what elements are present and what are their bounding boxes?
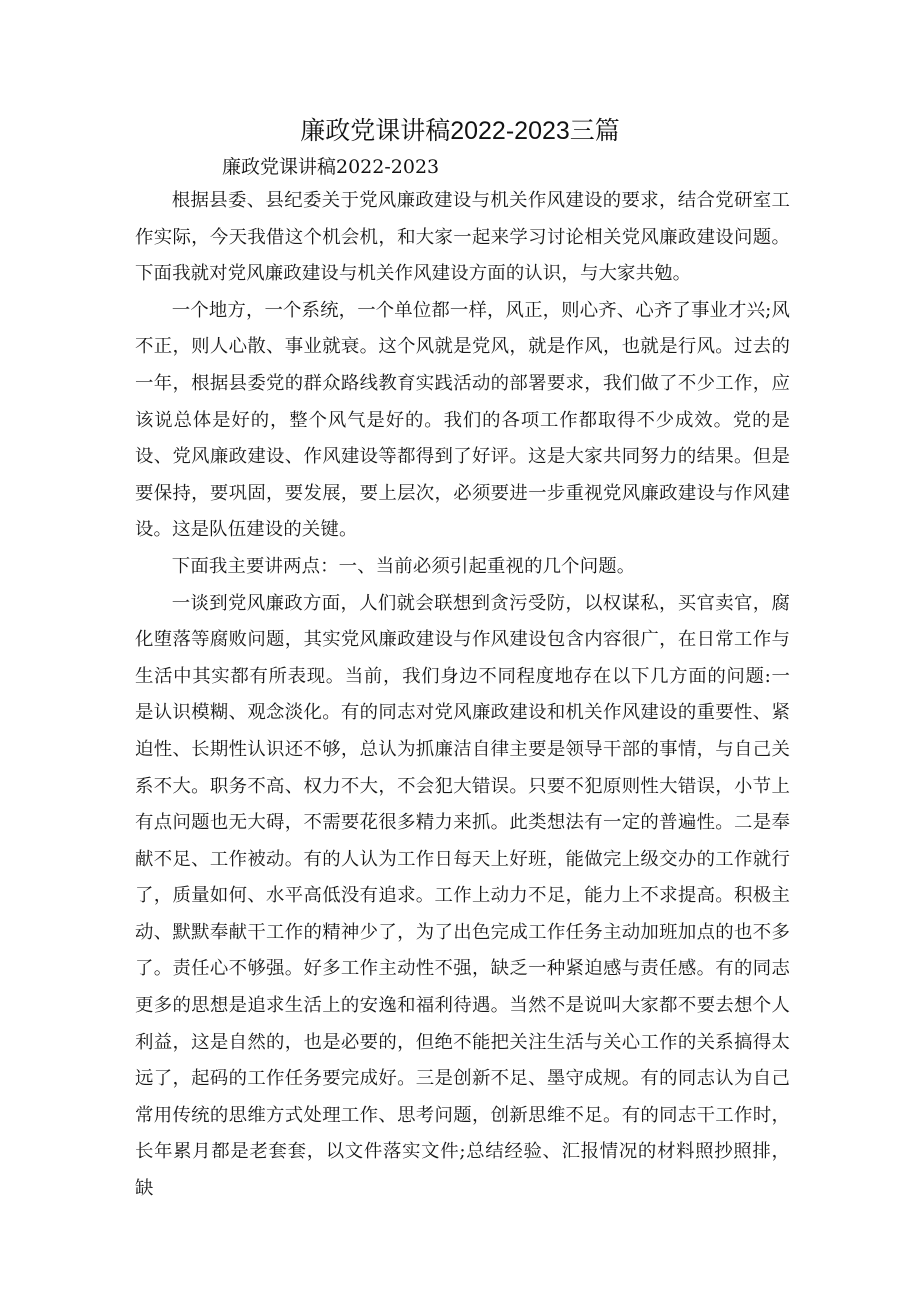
document-title: 廉政党课讲稿2022-2023三篇 (300, 117, 620, 145)
paragraph: 一谈到党风廉政方面，人们就会联想到贪污受防，以权谋私，买官卖官，腐化堕落等腐败问题，其实党风廉政建设与作风建设包含内容很广，在日常工作与生活中其实都有所表现。当前，我们身边不同程度地存在以下几方面的问题:一是认识模糊、观念淡化。有的同志对党风廉政建设和机关作风建设的重要性、紧迫性、长期性认识还不够，总认为抓廉洁自律主要是领导干部的事情，与自己关系不大。职务不高、权力不大，不会犯大错误。只要不犯原则性大错误，小节上有点问题也无大碍，不需要花很多精力来抓。此类想法有一定的普遍性。二是奉献不足、工作被动。有的人认为工作日每天上好班，能做完上级交办的工作就行了，质量如何、水平高低没有追求。工作上动力不足，能力上不求提高。积极主动、默默奉献干工作的精神少了，为了出色完成工作任务主动加班加点的也不多了。责任心不够强。好多工作主动性不强，缺乏一种紧迫感与责任感。有的同志更多的思想是追求生活上的安逸和福利待遇。当然不是说叫大家都不要去想个人利益，这是自然的，也是必要的，但绝不能把关注生活与关心工作的关系搞得太远了，起码的工作任务要完成好。三是创新不足、墨守成规。有的同志认为自己常用传统的思维方式处理工作、思考问题，创新思维不足。有的同志干工作时，长年累月都是老套套，以文件落实文件;总结经验、汇报情况的材料照抄照排，缺 (135, 592, 790, 1200)
paragraph: 根据县委、县纪委关于党风廉政建设与机关作风建设的要求，结合党研室工作实际，今天我借这个机会机，和大家一起来学习讨论相关党风廉政建设问题。下面我就对党风廉政建设与机关作风建设方面的认识，与大家共勉。 (135, 190, 790, 285)
paragraph: 下面我主要讲两点：一、当前必须引起重视的几个问题。 (171, 555, 636, 577)
document-body (135, 183, 790, 1208)
document-subtitle: 廉政党课讲稿2022-2023 (222, 156, 440, 178)
paragraph: 一个地方，一个系统，一个单位都一样，风正，则心齐、心齐了事业才兴;风不正，则人心散、事业就衰。这个风就是党风，就是作风，也就是行风。过去的一年，根据县委党的群众路线教育实践活动的部署要求，我们做了不少工作，应该说总体是好的，整个风气是好的。我们的各项工作都取得不少成效。党的是设、党风廉政建设、作风建设等都得到了好评。这是大家共同努力的结果。但是要保持，要巩固，要发展，要上层次，必须要进一步重视党风廉政建设与作风建设。这是队伍建设的关键。 (135, 299, 790, 541)
